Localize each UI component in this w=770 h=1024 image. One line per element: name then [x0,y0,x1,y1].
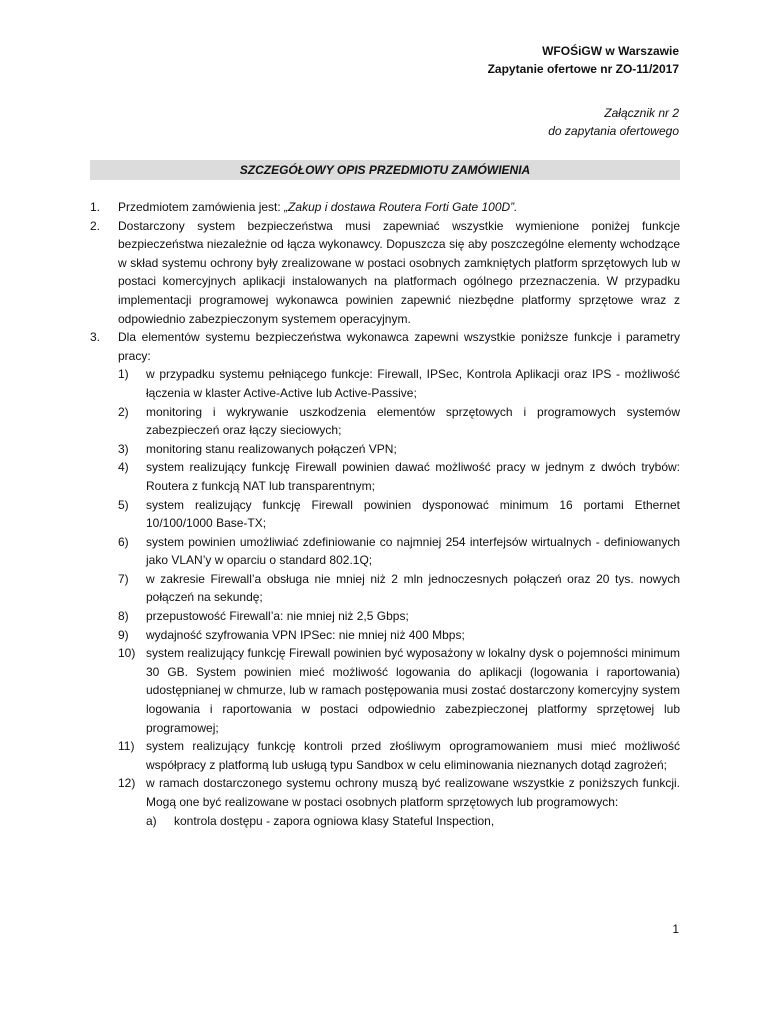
sub-list-item [90,533,680,570]
document-body [90,198,680,830]
subitem-number: 8) [118,609,129,624]
subitem-number: 9) [118,627,129,642]
page-number: 1 [672,922,679,936]
sub-list-item [90,458,680,495]
item-number: 2. [90,218,101,233]
subsubitem-letter: a) [146,813,157,828]
sub-list-item [90,774,680,811]
subitem-text: system powinien umożliwiać zdefiniowanie co najmniej 254 interfejsów wirtualnych - definiowanych jako VLAN’y w oparciu o standard 802.1Q; [146,534,680,568]
list-item [90,198,680,217]
subitem-number: 2) [118,404,129,419]
item-text: Dla elementów systemu bezpieczeństwa wykonawca zapewni wszystkie poniższe funkcje i parametry pracy: [118,330,680,363]
sub-list-item [90,403,680,440]
item-number: 3. [90,330,101,345]
attachment-line: Załącznik nr 2 [604,106,679,120]
subitem-text: system realizujący funkcję Firewall powinien dawać możliwość pracy w jednym z dwóch trybów: Routera z funkcją NAT lub transparentnym; [146,460,680,493]
header-org [488,42,679,78]
item-italic-text: „Zakup i dostawa Routera Forti Gate 100D”. [284,200,518,214]
list-item [90,328,680,365]
subitem-text: system realizujący funkcję kontroli przed złośliwym oprogramowaniem musi mieć możliwość współpracy z platformą lub usługą typu Sandbox w celu eliminowania nieznanych dotąd zagrożeń; [146,739,680,772]
subitem-text: system realizujący funkcję Firewall powinien być wyposażony w lokalny dysk o pojemności minimum 30 GB. System powinien mieć możliwość logowania do aplikacji (logowania i raportowania) udostępnianej w chmurze, lub w ramach postępowania musi zostać dostarczony komercyjny system logowania i raportowania w postaci odpowiednio zabezpieczonej platformy sprzętowej lub programowej; [146,646,680,735]
subitem-number: 5) [118,497,129,512]
sub-list-item [90,607,680,626]
subitem-number: 10) [118,646,136,661]
subitem-number: 6) [118,534,129,549]
subitem-number: 4) [118,460,129,475]
sub-list-item [90,570,680,607]
document-title: SZCZEGÓŁOWY OPIS PRZEDMIOTU ZAMÓWIENIA [90,160,680,180]
header-inquiry-line: Zapytanie ofertowe nr ZO-11/2017 [487,62,679,76]
subitem-text: monitoring stanu realizowanych połączeń VPN; [146,441,397,456]
item-text: Przedmiotem zamówienia jest: [118,200,285,214]
subitem-text: przepustowość Firewall’a: nie mniej niż 2,5 Gbps; [146,609,409,624]
sub-list-item [90,737,680,774]
subitem-number: 11) [118,739,135,754]
item-number: 1. [90,200,101,214]
attachment-to-line: do zapytania ofertowego [548,124,679,138]
sub-sub-list-item [90,812,680,831]
sub-list-item [90,496,680,533]
list-item [90,217,680,329]
sub-list-item [90,644,680,737]
sub-list-item [90,365,680,402]
subitem-number: 7) [118,571,129,586]
subitem-text: w przypadku systemu pełniącego funkcje: Firewall, IPSec, Kontrola Aplikacji oraz IPS - możliwość łączenia w klaster Active-Active lub Active-Passive; [146,367,680,400]
sub-list-item [90,626,680,645]
sub-list-item [90,440,680,459]
header-org-line: WFOŚiGW w Warszawie [542,44,679,58]
subitem-text: monitoring i wykrywanie uszkodzenia elementów sprzętowych i programowych systemów zabezpieczeń oraz łączy sieciowych; [146,404,680,438]
subitem-text: w ramach dostarczonego systemu ochrony muszą być realizowane wszystkie z poniższych funkcji. Mogą one być realizowane w postaci osobnych platform sprzętowych lub programowych: [146,776,680,809]
subitem-text: system realizujący funkcję Firewall powinien dysponować minimum 16 portami Ethernet 10/100/1000 Base-TX; [146,497,680,531]
subitem-number: 12) [118,776,136,791]
subsubitem-text: kontrola dostępu - zapora ogniowa klasy Stateful Inspection, [174,813,495,828]
subitem-text: w zakresie Firewall’a obsługa nie mniej niż 2 mln jednoczesnych połączeń oraz 20 tys. nowych połączeń na sekundę; [146,571,680,605]
header-attachment [548,104,679,140]
subitem-number: 3) [118,441,129,456]
item-text: Dostarczony system bezpieczeństwa musi zapewniać wszystkie wymienione poniżej funkcje bezpieczeństwa niezależnie od łącza wykonawcy. Dopuszcza się aby poszczególne elementy wchodzące w skład systemu ochrony były zrealizowane w postaci osobnych zamkniętych platform sprzętowych lub w postaci komercyjnych aplikacji instalowanych na platformach ogólnego przeznaczenia. W przypadku implementacji programowej wykonawca powinien zapewnić niezbędne platformy sprzętowe wraz z odpowiednio zabezpieczonym systemem operacyjnym. [118,218,680,326]
subitem-number: 1) [118,367,129,382]
subitem-text: wydajność szyfrowania VPN IPSec: nie mniej niż 400 Mbps; [146,627,465,642]
